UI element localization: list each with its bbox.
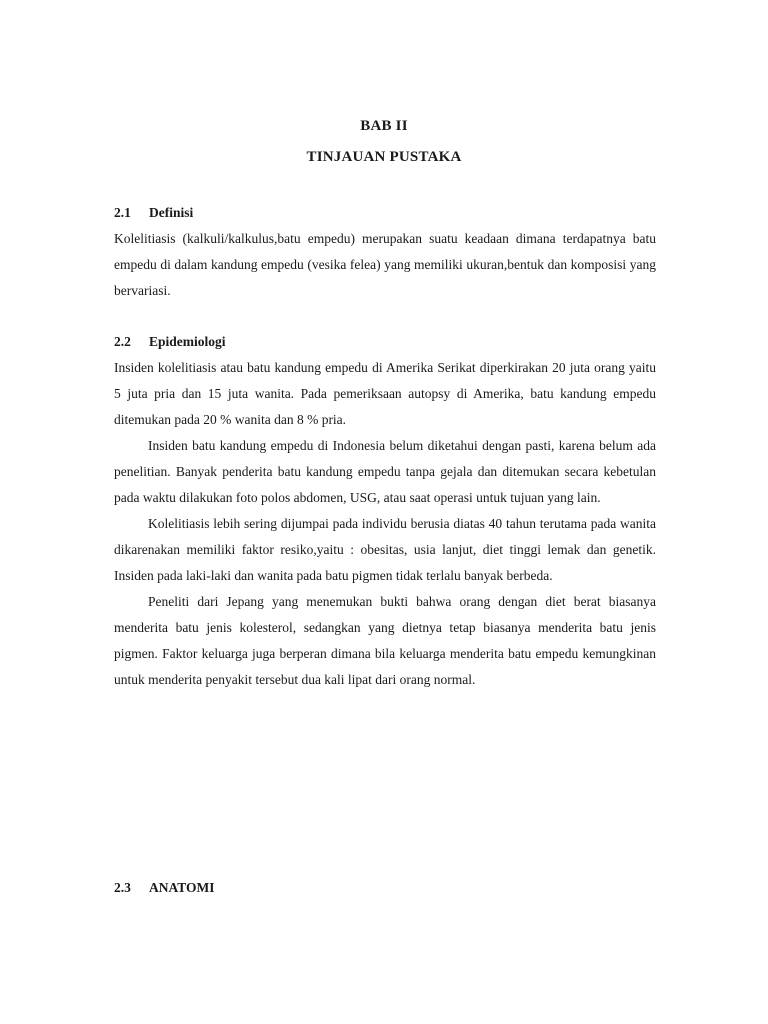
section-body-definisi: [114, 226, 656, 304]
paragraph: Peneliti dari Jepang yang menemukan bukti bahwa orang dengan diet berat biasanya menderita batu jenis kolesterol, sedangkan yang dietnya tetap biasanya menderita batu jenis pigmen. Faktor keluarga juga berperan dimana bila keluarga menderita batu empedu kemungkinan untuk menderita penyakit tersebut dua kali lipat dari orang normal.: [114, 594, 656, 687]
section-heading-epidemiologi: [114, 334, 226, 350]
section-title: Definisi: [149, 205, 194, 220]
chapter-title: TINJAUAN PUSTAKA: [306, 149, 462, 165]
section-title: ANATOMI: [149, 880, 215, 895]
chapter-label: BAB II: [360, 118, 408, 134]
section-body-epidemiologi: [114, 355, 656, 693]
section-number: 2.3: [114, 880, 131, 895]
section-number: 2.2: [114, 334, 131, 349]
section-number: 2.1: [114, 205, 131, 220]
paragraph: Insiden batu kandung empedu di Indonesia belum diketahui dengan pasti, karena belum ada penelitian. Banyak penderita batu kandung empedu tanpa gejala dan ditemukan secara kebetulan pada waktu dilakukan foto polos abdomen, USG, atau saat operasi untuk tujuan yang lain.: [114, 438, 656, 505]
paragraph: Kolelitiasis lebih sering dijumpai pada individu berusia diatas 40 tahun terutama pada wanita dikarenakan memiliki faktor resiko,yaitu : obesitas, usia lanjut, diet tinggi lemak dan genetik. Insiden pada laki-laki dan wanita pada batu pigmen tidak terlalu banyak berbeda.: [114, 516, 656, 583]
section-heading-definisi: [114, 205, 193, 221]
section-heading-anatomi: [114, 880, 215, 896]
paragraph: Kolelitiasis (kalkuli/kalkulus,batu empedu) merupakan suatu keadaan dimana terdapatnya batu empedu di dalam kandung empedu (vesika felea) yang memiliki ukuran,bentuk dan komposisi yang bervariasi.: [114, 231, 656, 298]
section-title: Epidemiologi: [149, 334, 226, 349]
paragraph: Insiden kolelitiasis atau batu kandung empedu di Amerika Serikat diperkirakan 20 juta orang yaitu 5 juta pria dan 15 juta wanita. Pada pemeriksaan autopsy di Amerika, batu kandung empedu ditemukan pada 20 % wanita dan 8 % pria.: [114, 360, 656, 427]
